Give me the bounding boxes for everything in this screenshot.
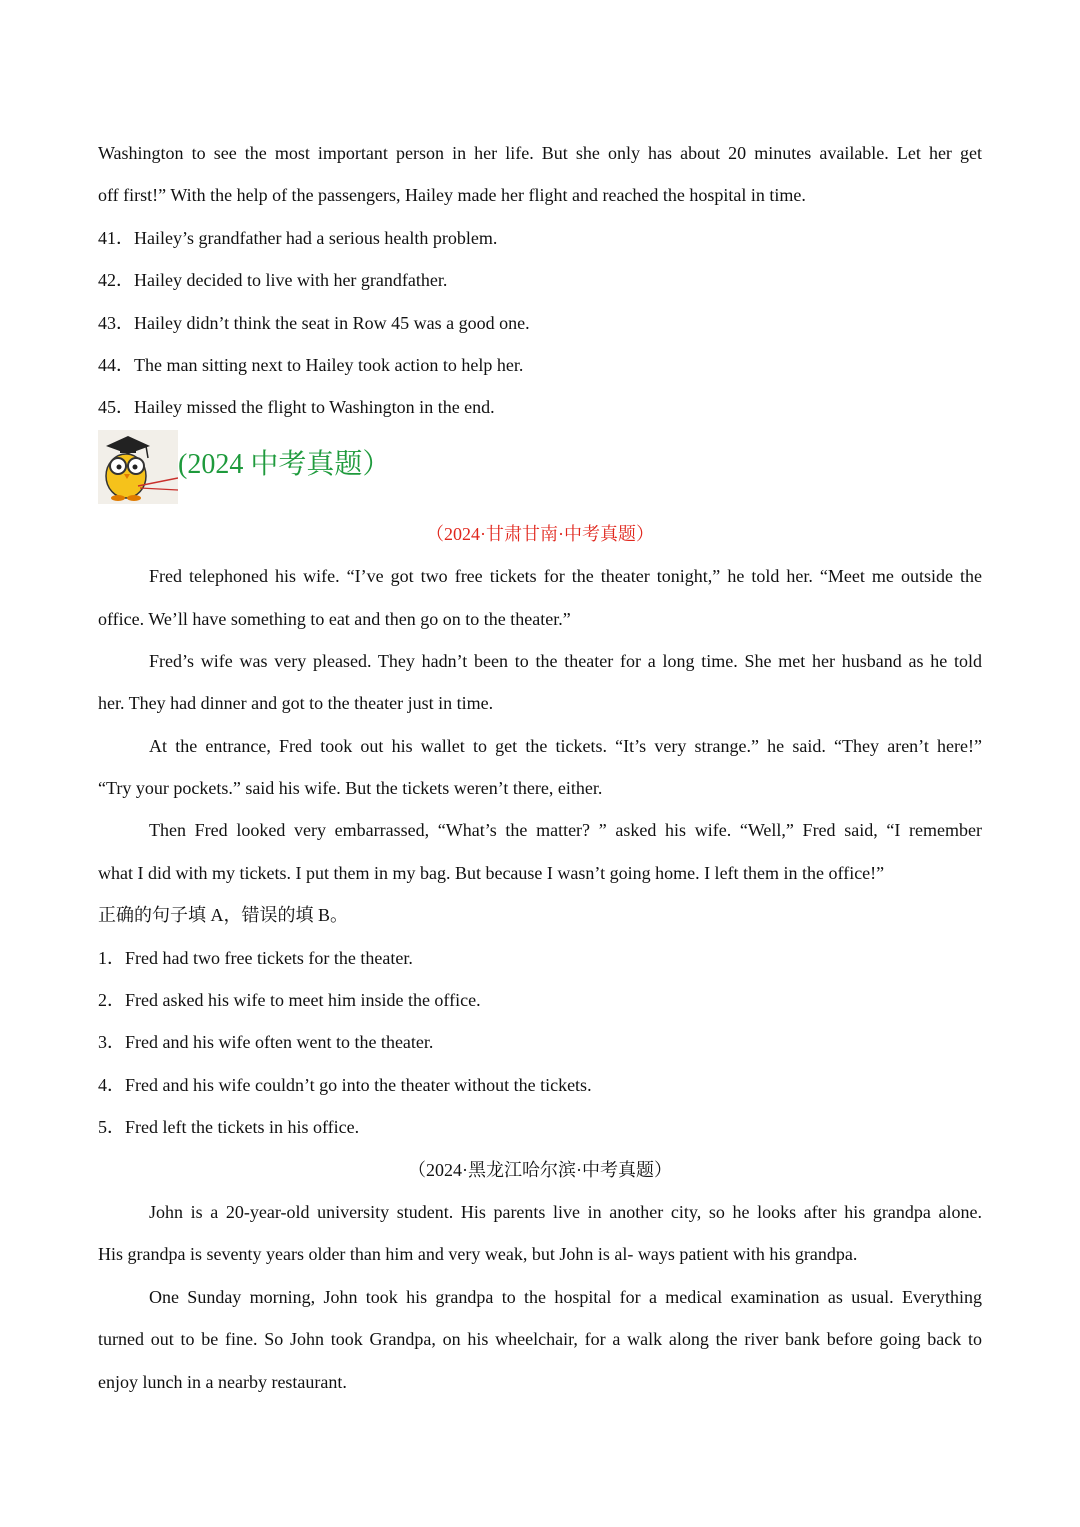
passage-line: Washington to see the most important person in her life. But she only has about 20 minutes available. Let her get: [98, 143, 982, 163]
passage-line: Then Fred looked very embarrassed, “What’s the matter? ” asked his wife. “Well,” Fred said, “I remember: [149, 820, 982, 841]
passage-line: “Try your pockets.” said his wife. But the tickets weren’t there, either.: [98, 778, 603, 799]
passage-line: off first!” With the help of the passengers, Hailey made her flight and reached the hospital in time.: [98, 185, 806, 206]
passage-line: what I did with my tickets. I put them in my bag. But because I wasn’t going home. I left them in the office!”: [98, 862, 885, 883]
question-item: 4．Fred and his wife couldn’t go into the theater without the tickets.: [98, 1074, 592, 1095]
passage-line: office. We’ll have something to eat and then go on to the theater.”: [98, 608, 571, 629]
passage-line: turned out to be fine. So John took Grandpa, on his wheelchair, for a walk along the river bank before going back to: [98, 1329, 982, 1350]
question-item: 43．Hailey didn’t think the seat in Row 45 was a good one.: [98, 312, 530, 333]
question-item: 41．Hailey’s grandfather had a serious health problem.: [98, 227, 498, 248]
section-heading-text: (2024 中考真题）: [178, 448, 391, 480]
question-item: 42．Hailey decided to live with her grandfather.: [98, 270, 448, 291]
question-item: 5．Fred left the tickets in his office.: [98, 1117, 360, 1138]
passage-line: At the entrance, Fred took out his wallet to get the tickets. “It’s very strange.” he said. “They aren’t here!”: [149, 735, 982, 756]
question-item: 45．Hailey missed the flight to Washington in the end.: [98, 397, 495, 418]
document-page: [98, 132, 982, 1403]
section-heading: [98, 429, 982, 513]
question-item: 1．Fred had two free tickets for the theater.: [98, 947, 413, 968]
question-item: 44．The man sitting next to Hailey took action to help her.: [98, 354, 524, 375]
question-item: 2．Fred asked his wife to meet him inside the office.: [98, 990, 481, 1011]
instruction-text: 正确的句子填 A，错误的填 B。: [98, 905, 349, 926]
passage-line: Fred’s wife was very pleased. They hadn’t been to the theater for a long time. She met her husband as he told: [149, 650, 982, 671]
passage-line: His grandpa is seventy years older than him and very weak, but John is al- ways patient with his grandpa.: [98, 1244, 858, 1265]
passage-line: enjoy lunch in a nearby restaurant.: [98, 1371, 347, 1392]
passage-line: Fred telephoned his wife. “I’ve got two free tickets for the theater tonight,” he told her. “Meet me outside the: [149, 566, 982, 587]
passage-line: her. They had dinner and got to the theater just in time.: [98, 693, 494, 714]
source-label: （2024·甘肃甘南·中考真题）: [426, 523, 654, 544]
question-item: 3．Fred and his wife often went to the theater.: [98, 1032, 434, 1053]
source-label: （2024·黑龙江哈尔滨·中考真题）: [408, 1159, 672, 1180]
passage-line: John is a 20-year-old university student. His parents live in another city, so he looks after his grandpa alone.: [149, 1201, 982, 1222]
owl-graduate-icon: [98, 430, 178, 504]
passage-line: One Sunday morning, John took his grandpa to the hospital for a medical examination as usual. Everything: [149, 1286, 982, 1307]
